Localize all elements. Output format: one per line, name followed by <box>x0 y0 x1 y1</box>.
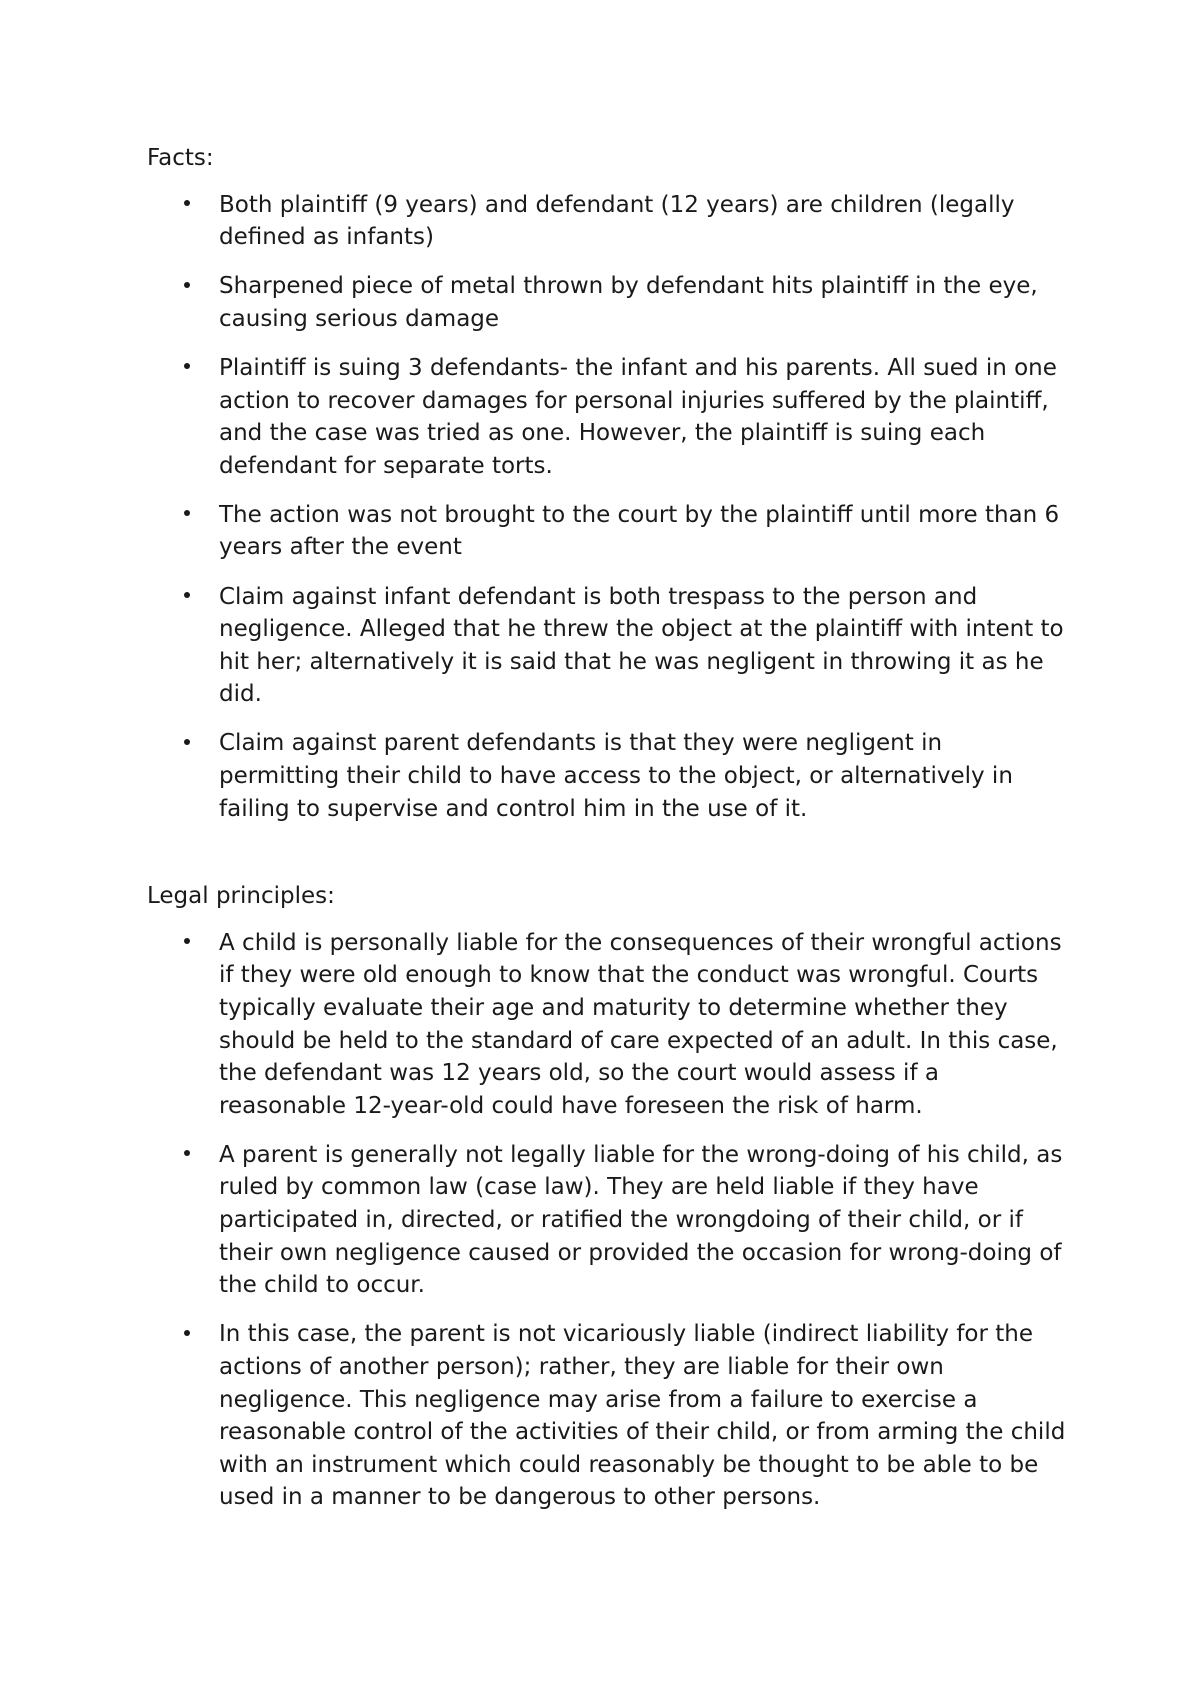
legal-principles-list <box>147 927 1067 1514</box>
facts-list <box>147 189 1067 826</box>
legal-principles-heading: Legal principles: <box>147 883 335 910</box>
legal-principles-list-item <box>147 1139 1067 1302</box>
facts-list-item <box>147 352 1067 482</box>
bullet-icon <box>182 581 192 614</box>
facts-item-text: Both plaintiff (9 years) and defendant (12 years) are children (legally defined as infants) <box>219 191 1015 251</box>
legal-principles-list-item <box>147 1318 1067 1514</box>
bullet-icon <box>182 727 192 760</box>
bullet-icon <box>182 352 192 385</box>
facts-item-text: Claim against infant defendant is both trespass to the person and negligence. Alleged that he threw the object at the plaintiff with intent to hit her; alternatively it is said that he was negligent in throwing it as he did. <box>219 583 1064 708</box>
bullet-icon <box>182 927 192 960</box>
legal-principles-item-text: A parent is generally not legally liable for the wrong-doing of his child, as ruled by common law (case law). They are held liable if they have participated in, directed, or ratified the wrongdoing of their child, or if their own negligence caused or provided the occasion for wrong-doing of the child to occur. <box>219 1141 1063 1299</box>
facts-item-text: Claim against parent defendants is that they were negligent in permitting their child to have access to the object, or alternatively in failing to supervise and control him in the use of it. <box>219 730 1013 822</box>
facts-list-item <box>147 499 1067 564</box>
legal-principles-item-text: In this case, the parent is not vicariously liable (indirect liability for the actions of another person); rather, they are liable for their own negligence. This negligence may arise from a failure to exercise a reasonable control of the activities of their child, or from arming the child with an instrument which could reasonably be thought to be able to be used in a manner to be dangerous to other persons. <box>219 1321 1066 1511</box>
legal-principles-item-text: A child is personally liable for the consequences of their wrongful actions if they were old enough to know that the conduct was wrongful. Courts typically evaluate their age and maturity to determine whether they should be held to the standard of care expected of an adult. In this case, the defendant was 12 years old, so the court would assess if a reasonable 12-year-old could have foreseen the risk of harm. <box>219 929 1062 1119</box>
facts-item-text: Sharpened piece of metal thrown by defendant hits plaintiff in the eye, causing serious damage <box>219 273 1038 332</box>
document-body <box>147 142 1067 1530</box>
facts-item-text: The action was not brought to the court by the plaintiff until more than 6 years after the event <box>219 501 1060 561</box>
bullet-icon <box>182 189 192 222</box>
facts-heading: Facts: <box>147 145 214 171</box>
facts-list-item <box>147 189 1067 254</box>
bullet-icon <box>182 270 192 303</box>
facts-list-item <box>147 727 1067 825</box>
bullet-icon <box>182 1139 192 1172</box>
facts-list-item <box>147 270 1067 335</box>
bullet-icon <box>182 499 192 532</box>
facts-item-text: Plaintiff is suing 3 defendants- the infant and his parents. All sued in one action to recover damages for personal injuries suffered by the plaintiff, and the case was tried as one. However, the plaintiff is suing each defendant for separate torts. <box>219 354 1057 479</box>
legal-principles-list-item <box>147 927 1067 1123</box>
facts-list-item <box>147 581 1067 711</box>
bullet-icon <box>182 1318 192 1351</box>
